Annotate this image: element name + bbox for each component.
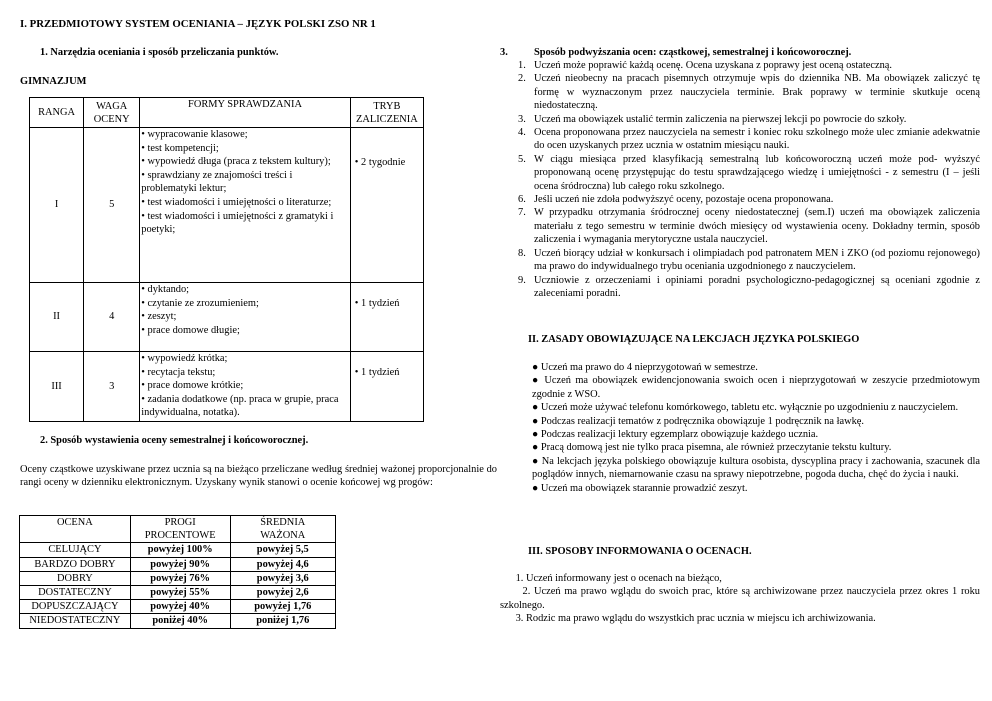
forms-cell (140, 128, 351, 283)
table-row (20, 557, 336, 571)
header-ranga: RANGA (30, 98, 84, 128)
item-number: 1. (518, 60, 526, 71)
waga-cell: 4 (84, 283, 140, 352)
table-row (20, 586, 336, 600)
list-item: ● Podczas realizacji lektury egzemplarz obowiązuje każdego ucznia. (532, 429, 819, 441)
list-item: 2. Uczeń ma prawo wglądu do swoich prac, które są archiwizowane przez nauczyciela przez okres 1 roku szkolnego. (500, 586, 983, 611)
table-row (30, 352, 424, 422)
form-item: • wypowiedź długa (praca z tekstem kultury); (141, 156, 331, 168)
section-3-heading: Sposób podwyższania ocen: cząstkowej, semestralnej i końcoworocznej. (534, 47, 852, 58)
grading-intro-paragraph: Oceny cząstkowe uzyskiwane przez ucznia są na bieżąco przeliczane według średniej ważonej proporcjonalnie do rangi oceny w dzienniku elektronicznym. Uzyskany wynik stanowi o ocenie końcowej wg progów: (20, 464, 497, 489)
grade-average: powyżej 3,6 (230, 571, 335, 585)
list-item: ● Uczeń ma obowiązek starannie prowadzić zeszyt. (532, 482, 748, 494)
waga-cell: 3 (84, 352, 140, 422)
item-text: Ocena proponowana przez nauczyciela na semestr i koniec roku szkolnego może ulec zmianie adekwatnie do ocen uzyskanych przez ucznia w ostatnim miesiącu nauki. (534, 127, 980, 152)
table-row (20, 600, 336, 614)
form-item: • prace domowe długie; (141, 324, 240, 336)
grade-improvement-list (518, 59, 980, 300)
form-item: • czytanie ze zrozumieniem; (141, 297, 259, 309)
item-number: 3. (518, 113, 526, 125)
form-item: • wypowiedź krótka; (141, 353, 228, 364)
list-item: ● Pracą domową jest nie tylko praca pisemna, ale również przeczytanie tekstu kultury. (532, 442, 892, 454)
document-title: I. PRZEDMIOTOWY SYSTEM OCENIANIA – JĘZYK POLSKI ZSO NR 1 (20, 18, 376, 30)
item-text: Uczeń nieobecny na pracach pisemnych otrzymuje wpis do dziennika NB. Ma obowiązek zaliczyć tę formę w wyznaczonym przez nauczyciela terminie. Brak poprawy w terminie skutkuje oceną niedostateczną. (534, 73, 980, 112)
header-formy: FORMY SPRAWDZANIA (140, 98, 351, 128)
grade-percent: powyżej 76% (130, 571, 230, 585)
form-item: • prace domowe krótkie; (141, 380, 244, 392)
section-ii-heading: II. ZASADY OBOWIĄZUJĄCE NA LEKCJACH JĘZYKA POLSKIEGO (528, 334, 860, 345)
form-item: • dyktando; (141, 284, 190, 295)
list-item (518, 274, 980, 301)
form-item: • sprawdziany ze znajomości treści i problematyki lektur; (141, 169, 293, 195)
grade-name: BARDZO DOBRY (20, 557, 131, 571)
grade-name: CELUJĄCY (20, 543, 131, 557)
form-item: • recytacja tekstu; (141, 366, 216, 378)
item-text: Jeśli uczeń nie zdoła podwyższyć oceny, pozostaje ocena proponowana. (534, 194, 834, 206)
grade-name: DOPUSZCZAJĄCY (20, 600, 131, 614)
grade-average: powyżej 2,6 (230, 586, 335, 600)
item-text: W ciągu miesiąca przed klasyfikacją semestralną lub końcoworoczną uczeń może pod- wyższyć proponowaną ocenę przystępując do testu sprawdzającego wiedzę i umiejętności - z semestru (I – jeśli ocena śródroczna) lub całego roku szkolnego. (534, 153, 980, 192)
form-item: • test wiadomości i umiejętności o literaturze; (141, 196, 332, 208)
grade-information-list (500, 572, 983, 626)
item-number: 5. (518, 153, 526, 165)
header-progi: PROGI PROCENTOWE (130, 516, 230, 543)
item-number: 6. (518, 194, 526, 206)
section-1-heading: 1. Narzędzia oceniania i sposób przeliczania punktów. (40, 47, 279, 58)
list-item: ● Uczeń ma obowiązek ewidencjonowania swoich ocen i nieprzygotowań w zeszycie przedmiotowym zgodnie z WSO. (532, 375, 980, 400)
forms-cell (140, 352, 351, 422)
item-text: W przypadku otrzymania śródrocznej oceny niedostatecznej (sem.I) uczeń ma obowiązek zaliczenia materiału z tego semestru w terminie dwóch miesięcy od wystawienia oceny. Dokładny termin, sposób zaliczenia i wymagania merytoryczne ustala nauczyciel. (534, 207, 980, 246)
section-iii-heading: III. SPOSOBY INFORMOWANIA O OCENACH. (528, 546, 752, 557)
table-row (20, 614, 336, 628)
tryb-cell: • 1 tydzień (350, 283, 423, 352)
form-item: • wypracowanie klasowe; (141, 129, 248, 140)
form-item: • test kompetencji; (141, 142, 219, 154)
list-item (518, 72, 980, 112)
header-srednia: ŚREDNIA WAŻONA (230, 516, 335, 543)
grade-percent: powyżej 55% (130, 586, 230, 600)
section-2-heading: 2. Sposób wystawienia oceny semestralnej i końcoworocznej. (40, 435, 309, 446)
list-item (518, 113, 980, 126)
header-waga: WAGA OCENY (84, 98, 140, 128)
grade-average: powyżej 1,76 (230, 600, 335, 614)
grade-percent: powyżej 40% (130, 600, 230, 614)
ranga-cell: III (30, 352, 84, 422)
ranga-cell: I (30, 128, 84, 283)
table-row (20, 571, 336, 585)
grade-percent: poniżej 40% (130, 614, 230, 628)
item-number: 7. (518, 207, 526, 219)
grade-average: powyżej 5,5 (230, 543, 335, 557)
tryb-cell: • 1 tydzień (350, 352, 423, 422)
list-item (518, 206, 980, 246)
item-text: Uczeń biorący udział w konkursach i olimpiadach pod patronatem MEN i ZKO (od poziomu rejonowego) ma prawo do indywidualnego trybu oceniania uzgodnionego z nauczycielem. (534, 247, 980, 273)
ranga-cell: II (30, 283, 84, 352)
grade-name: DOBRY (20, 571, 131, 585)
list-item: 3. Rodzic ma prawo wglądu do wszystkich prac ucznia w miejscu ich archiwizowania. (500, 613, 876, 625)
section-3-number: 3. (500, 47, 508, 58)
item-number: 4. (518, 127, 526, 139)
item-text: Uczeń ma obowiązek ustalić termin zaliczenia na pierwszej lekcji po powrocie do szkoły. (534, 113, 907, 125)
list-item: ● Uczeń ma prawo do 4 nieprzygotowań w semestrze. (532, 362, 758, 373)
list-item: 1. Uczeń informowany jest o ocenach na bieżąco, (500, 573, 722, 584)
list-item (518, 193, 980, 206)
school-level-heading: GIMNAZJUM (20, 76, 87, 87)
list-item (518, 126, 980, 153)
grade-name: NIEDOSTATECZNY (20, 614, 131, 628)
form-item: • zeszyt; (141, 311, 177, 323)
grade-percent: powyżej 100% (130, 543, 230, 557)
item-number: 8. (518, 247, 526, 259)
list-item: ● Podczas realizacji tematów z podręcznika obowiązuje 1 podręcznik na ławkę. (532, 415, 864, 427)
list-item (518, 59, 980, 72)
item-text: Uczeń może poprawić każdą ocenę. Ocena uzyskana z poprawy jest oceną ostateczną. (534, 60, 893, 71)
table-row (30, 128, 424, 283)
grade-thresholds-table (19, 515, 336, 629)
grade-name: DOSTATECZNY (20, 586, 131, 600)
list-item: ● Uczeń może używać telefonu komórkowego, tabletu etc. wyłącznie po uzgodnieniu z nauczycielem. (532, 402, 959, 414)
waga-cell: 5 (84, 128, 140, 283)
form-item: • test wiadomości i umiejętności z gramatyki i poetyki; (141, 210, 334, 236)
list-item (518, 247, 980, 274)
list-item: ● Na lekcjach języka polskiego obowiązuje kultura osobista, dyscyplina pracy i zachowania, szacunek dla poglądów innych, niemarnowanie czasu na sprawy niepotrzebne, pogoda ducha, chęć do życia i nauki. (532, 455, 980, 481)
item-text: Uczniowie z orzeczeniami i opiniami poradni psychologiczno-pedagogicznej są oceniani zgodnie z zaleceniami poradni. (534, 274, 980, 299)
form-item: • zadania dodatkowe (np. praca w grupie, praca indywidualna, notatka). (141, 393, 339, 419)
assessment-tools-table (29, 97, 424, 422)
grade-percent: powyżej 90% (130, 557, 230, 571)
list-item (518, 153, 980, 193)
header-tryb: TRYB ZALICZENIA (350, 98, 423, 128)
grade-average: poniżej 1,76 (230, 614, 335, 628)
table-row (20, 543, 336, 557)
item-number: 9. (518, 274, 526, 286)
header-ocena: OCENA (20, 516, 131, 543)
table-row (30, 283, 424, 352)
tryb-cell: • 2 tygodnie (350, 128, 423, 283)
lesson-rules-list (532, 361, 980, 495)
grade-average: powyżej 4,6 (230, 557, 335, 571)
forms-cell (140, 283, 351, 352)
item-number: 2. (518, 73, 526, 85)
